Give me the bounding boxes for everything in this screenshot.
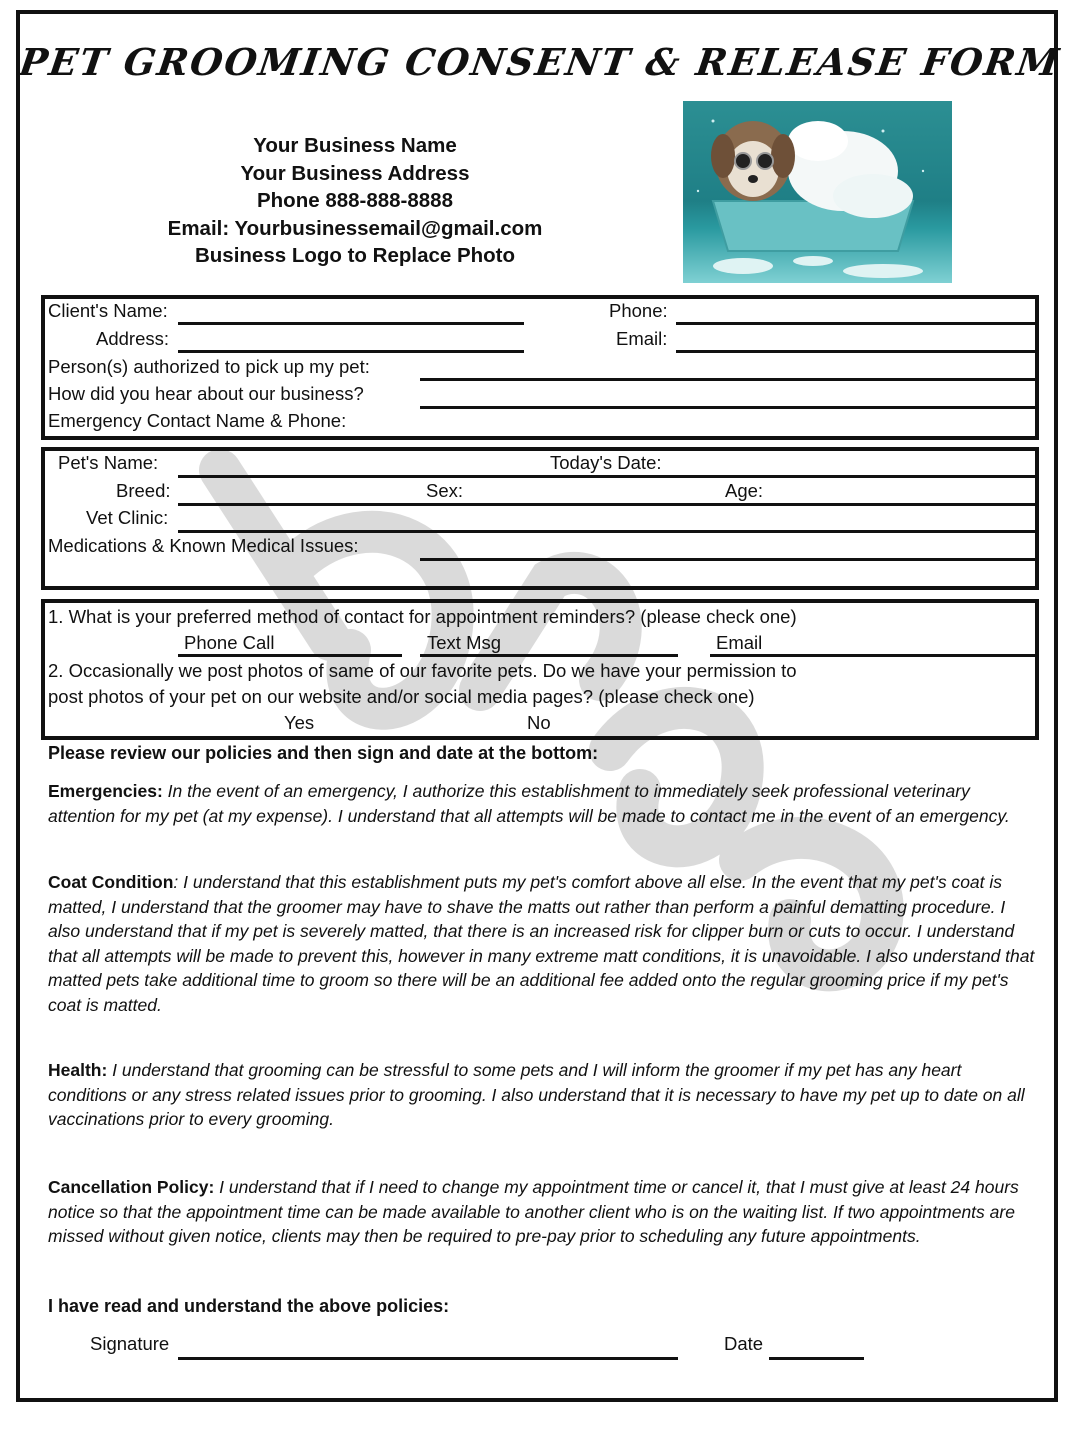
- policy-coat-condition: [48, 870, 1038, 1018]
- option-text-msg[interactable]: Text Msg: [427, 632, 502, 653]
- email-checkline[interactable]: [710, 654, 1036, 657]
- signature-field[interactable]: [178, 1357, 678, 1360]
- policy-emergencies: [48, 779, 1038, 828]
- cancel-text: I understand that if I need to change my appointment time or cancel it, that I must give at least 24 hours notice so that the appointment time can be made available to another client who is on the waiting list. If two appointments are missed without given notice, clients may then be required to pre-pay prior to scheduling any future appointments.: [48, 1177, 1019, 1247]
- acknowledge-text: I have read and understand the above policies:: [48, 1296, 450, 1316]
- medications-field[interactable]: [420, 558, 1036, 561]
- pets-name-field[interactable]: [178, 475, 1036, 478]
- business-name: Your Business Name: [253, 134, 457, 157]
- phone-field[interactable]: [676, 322, 1036, 325]
- vet-clinic-field[interactable]: [178, 530, 1036, 533]
- dog-bath-photo: [683, 101, 952, 283]
- medications-label: Medications & Known Medical Issues:: [48, 535, 359, 556]
- age-label: Age:: [725, 480, 764, 501]
- cancel-heading: Cancellation Policy:: [48, 1177, 215, 1197]
- breed-label: Breed:: [116, 480, 171, 501]
- date-field[interactable]: [769, 1357, 864, 1360]
- business-info: [120, 132, 590, 270]
- option-yes[interactable]: Yes: [284, 712, 315, 733]
- heard-about-label: How did you hear about our business?: [48, 383, 364, 404]
- form-title: PET GROOMING CONSENT & RELEASE FORM: [16, 40, 1064, 84]
- option-phone-call[interactable]: Phone Call: [184, 632, 275, 653]
- pets-name-label: Pet's Name:: [58, 452, 159, 473]
- business-phone: Phone 888-888-8888: [256, 189, 453, 212]
- health-heading: Health:: [48, 1060, 108, 1080]
- policies-intro: Please review our policies and then sign and date at the bottom:: [48, 743, 599, 763]
- emergency-contact-label: Emergency Contact Name & Phone:: [48, 410, 347, 431]
- option-no[interactable]: No: [527, 712, 551, 733]
- question-2-line2: post photos of your pet on our website and/or social media pages? (please check one): [48, 686, 755, 707]
- coat-text: : I understand that this establishment puts my pet's comfort above all else. In the event that my pet's coat is matted, I understand that the groomer may have to shave the matts out rather than perform a painful dematting procedure. I also understand that if my pet is severely matted, that there is an increased risk for clipper burn or cuts to occur. I understand that all attempts will be made to prevent this, however in many extreme matt conditions, it is unavoidable. I also understand that matted pets take additional time to groom so there will be an additional fee added onto the regular grooming price if my pet's coat is matted.: [48, 872, 1035, 1015]
- phone-label: Phone:: [609, 300, 668, 321]
- phone-call-checkline[interactable]: [178, 654, 402, 657]
- option-email[interactable]: Email: [716, 632, 763, 653]
- policy-health: [48, 1058, 1038, 1132]
- text-msg-checkline[interactable]: [420, 654, 678, 657]
- business-email: Email: Yourbusinessemail@gmail.com: [167, 216, 543, 240]
- address-field[interactable]: [178, 350, 524, 353]
- question-1: 1. What is your preferred method of contact for appointment reminders? (please check one): [48, 606, 797, 627]
- emergencies-heading: Emergencies:: [48, 781, 163, 801]
- clients-name-label: Client's Name:: [48, 300, 168, 321]
- date-label: Date: [724, 1333, 764, 1354]
- email-label: Email:: [616, 328, 668, 349]
- heard-about-field[interactable]: [420, 406, 1036, 409]
- coat-heading: Coat Condition: [48, 872, 174, 892]
- health-text: I understand that grooming can be stressful to some pets and I will inform the groomer if my pet has any heart conditions or any stress related issues prior to grooming. I also understand that it is necessary to have my pet up to date on all vaccinations prior to every grooming.: [48, 1060, 1025, 1130]
- clients-name-field[interactable]: [178, 322, 524, 325]
- breed-sex-age-field[interactable]: [178, 503, 1036, 506]
- email-field[interactable]: [676, 350, 1036, 353]
- todays-date-label: Today's Date:: [550, 452, 662, 473]
- logo-note: Business Logo to Replace Photo: [194, 244, 516, 267]
- question-2-line1: 2. Occasionally we post photos of same of our favorite pets. Do we have your permission to: [48, 660, 797, 681]
- authorized-pickup-label: Person(s) authorized to pick up my pet:: [48, 356, 370, 377]
- emergencies-text: In the event of an emergency, I authorize this establishment to immediately seek professional veterinary attention for my pet (at my expense). I understand that all attempts will be made to contact me in the event of an emergency.: [48, 781, 1010, 826]
- sex-label: Sex:: [426, 480, 464, 501]
- vet-clinic-label: Vet Clinic:: [86, 507, 169, 528]
- business-address: Your Business Address: [240, 161, 470, 185]
- policy-cancellation: [48, 1175, 1038, 1249]
- address-label: Address:: [96, 328, 170, 349]
- pet-info-box: [41, 447, 1039, 590]
- signature-label: Signature: [90, 1333, 170, 1354]
- authorized-pickup-field[interactable]: [420, 378, 1036, 381]
